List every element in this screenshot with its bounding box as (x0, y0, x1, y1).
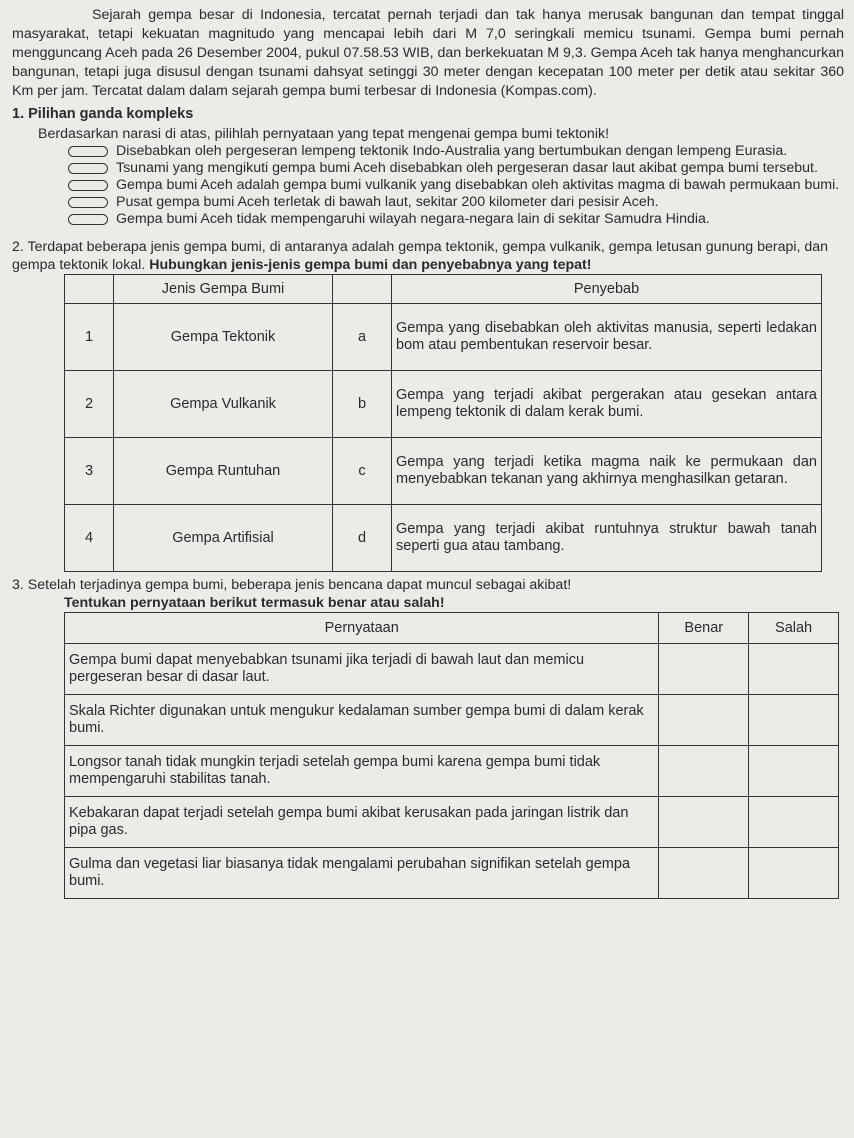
header-penyebab: Penyebab (392, 275, 822, 304)
table-row (65, 848, 839, 899)
jenis-cell[interactable]: Gempa Runtuhan (114, 438, 333, 505)
q1-option-text: Pusat gempa bumi Aceh terletak di bawah laut, sekitar 200 kilometer dari pesisir Aceh. (116, 194, 659, 210)
q1-option[interactable] (68, 194, 844, 211)
header-jenis: Jenis Gempa Bumi (114, 275, 333, 304)
q1-option[interactable] (68, 143, 844, 160)
statement-cell: Longsor tanah tidak mungkin terjadi setelah gempa bumi karena gempa bumi tidak mempengaruhi stabilitas tanah. (65, 746, 659, 797)
q1-option[interactable] (68, 211, 844, 228)
row-number: 2 (65, 371, 114, 438)
row-number: 1 (65, 304, 114, 371)
table-row (65, 797, 839, 848)
benar-cell[interactable] (659, 848, 749, 899)
q3-instruction: Tentukan pernyataan berikut termasuk benar atau salah! (64, 595, 445, 611)
statement-cell: Gulma dan vegetasi liar biasanya tidak mengalami perubahan signifikan setelah gempa bumi. (65, 848, 659, 899)
statement-cell: Kebakaran dapat terjadi setelah gempa bumi akibat kerusakan pada jaringan listrik dan pipa gas. (65, 797, 659, 848)
table-row (65, 438, 822, 505)
jenis-cell[interactable]: Gempa Artifisial (114, 505, 333, 572)
statement-cell: Gempa bumi dapat menyebabkan tsunami jika terjadi di bawah laut dan memicu pergeseran besar di dasar laut. (65, 644, 659, 695)
worksheet-content (12, 6, 844, 899)
table-row (65, 746, 839, 797)
header-salah: Salah (749, 613, 839, 644)
letter-cell: a (333, 304, 392, 371)
intro-paragraph: Sejarah gempa besar di Indonesia, tercatat pernah terjadi dan tak hanya merusak bangunan dan tempat tinggal masyarakat, tetapi kekuatan magnitudo yang mencapai lebih dari M 7,0 seringkali memicu tsunami. Gempa bumi pernah mengguncang Aceh pada 26 Desember 2004, pukul 07.58.53 WIB, dan berkekuatan M 9,3. Gempa Aceh tak hanya menghancurkan bangunan, tetapi juga disusul dengan tsunami dahsyat setinggi 30 meter dengan kecepatan 100 meter per detik atau sekitar 360 Km per jam. Tercatat dalam dalam sejarah gempa bumi terbesar di Indonesia (Kompas.com). (12, 7, 844, 99)
benar-cell[interactable] (659, 746, 749, 797)
table-row (65, 371, 822, 438)
header-empty (65, 275, 114, 304)
salah-cell[interactable] (749, 644, 839, 695)
jenis-cell[interactable]: Gempa Vulkanik (114, 371, 333, 438)
q1-option-text: Disebabkan oleh pergeseran lempeng tektonik Indo-Australia yang bertumbukan dengan lempeng Eurasia. (116, 143, 788, 159)
q1-prompt: Berdasarkan narasi di atas, pilihlah pernyataan yang tepat mengenai gempa bumi tektonik! (38, 126, 610, 142)
header-pernyataan: Pernyataan (65, 613, 659, 644)
table-row (65, 304, 822, 371)
penyebab-cell[interactable]: Gempa yang terjadi ketika magma naik ke permukaan dan menyebabkan tekanan yang akhirnya menghasilkan getaran. (392, 438, 822, 505)
q2-prompt-text: 2. Terdapat beberapa jenis gempa bumi, di antaranya adalah gempa tektonik, gempa vulkanik, gempa letusan gunung berapi, dan gempa tektonik lokal. (12, 239, 829, 273)
table-header-row (65, 613, 839, 644)
letter-cell: d (333, 505, 392, 572)
q1-option[interactable] (68, 177, 844, 194)
q3-prompt (12, 576, 844, 612)
matching-table (64, 274, 822, 572)
benar-cell[interactable] (659, 695, 749, 746)
penyebab-cell[interactable]: Gempa yang terjadi akibat pergerakan atau gesekan antara lempeng tektonik di dalam kerak bumi. (392, 371, 822, 438)
jenis-cell[interactable]: Gempa Tektonik (114, 304, 333, 371)
salah-cell[interactable] (749, 848, 839, 899)
letter-cell: b (333, 371, 392, 438)
q1-option-text: Gempa bumi Aceh adalah gempa bumi vulkanik yang disebabkan oleh aktivitas magma di bawah permukaan bumi. (116, 177, 840, 193)
q1-option[interactable] (68, 160, 844, 177)
q2-instruction: Hubungkan jenis-jenis gempa bumi dan penyebabnya yang tepat! (149, 257, 592, 273)
benar-cell[interactable] (659, 644, 749, 695)
penyebab-cell[interactable]: Gempa yang terjadi akibat runtuhnya struktur bawah tanah seperti gua atau tambang. (392, 505, 822, 572)
letter-cell: c (333, 438, 392, 505)
salah-cell[interactable] (749, 695, 839, 746)
table-row (65, 505, 822, 572)
q2-prompt (12, 238, 844, 274)
header-benar: Benar (659, 613, 749, 644)
table-row (65, 644, 839, 695)
q3-prompt-text: 3. Setelah terjadinya gempa bumi, beberapa jenis bencana dapat muncul sebagai akibat! (12, 577, 572, 593)
q1-option-text: Tsunami yang mengikuti gempa bumi Aceh disebabkan oleh pergeseran dasar laut akibat gempa bumi tersebut. (116, 160, 818, 176)
penyebab-cell[interactable]: Gempa yang disebabkan oleh aktivitas manusia, seperti ledakan bom atau pembentukan reservoir besar. (392, 304, 822, 371)
statement-cell: Skala Richter digunakan untuk mengukur kedalaman sumber gempa bumi di dalam kerak bumi. (65, 695, 659, 746)
row-number: 3 (65, 438, 114, 505)
table-row (65, 695, 839, 746)
q1-option-text: Gempa bumi Aceh tidak mempengaruhi wilayah negara-negara lain di sekitar Samudra Hindia. (116, 211, 710, 227)
salah-cell[interactable] (749, 746, 839, 797)
salah-cell[interactable] (749, 797, 839, 848)
header-empty (333, 275, 392, 304)
row-number: 4 (65, 505, 114, 572)
q1-title: 1. Pilihan ganda kompleks (12, 106, 194, 122)
benar-cell[interactable] (659, 797, 749, 848)
true-false-table (64, 612, 839, 899)
table-header-row (65, 275, 822, 304)
